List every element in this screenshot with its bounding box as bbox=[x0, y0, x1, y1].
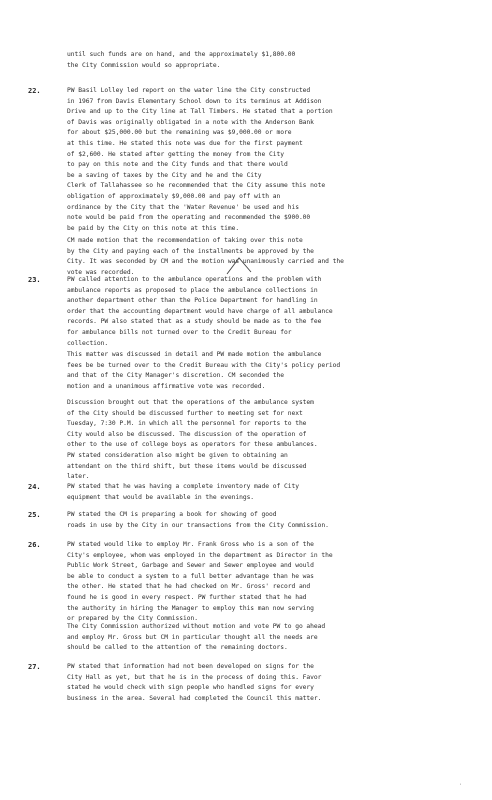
text-line: ambulance reports as proposed to place the ambulance collections in bbox=[67, 286, 318, 294]
text-line: PW Basil Lolley led report on the water line the City constructed bbox=[67, 87, 311, 94]
text-line: in 1967 from Davis Elementary School down to its terminus at Addison bbox=[67, 97, 322, 105]
text-line: Drive and up to the City line at Tall Timbers. He stated that a portion bbox=[67, 108, 333, 116]
text-line: PW stated that information had not been developed on signs for the bbox=[67, 663, 314, 670]
text-line: Public Work Street, Garbage and Sewer and Sewer employee and would bbox=[67, 562, 314, 570]
paragraph bbox=[67, 350, 449, 392]
item-number: 23. bbox=[28, 276, 41, 284]
item-number: 24. bbox=[28, 483, 41, 491]
item-number: 22. bbox=[28, 87, 41, 95]
text-line: business in the area. Several had completed the Council this matter. bbox=[67, 694, 322, 702]
text-line: This matter was discussed in detail and PW made motion the ambulance bbox=[67, 351, 322, 358]
text-line: PW called attention to the ambulance operations and the problem with bbox=[67, 276, 322, 283]
text-line: or prepared by the City Commission. bbox=[67, 615, 198, 623]
text-line: the City Commission would so appropriate. bbox=[67, 61, 221, 69]
text-line: City. It was seconded by CM and the motion was unanimously carried and the bbox=[67, 258, 344, 266]
text-line: later. bbox=[67, 473, 90, 481]
paragraph bbox=[67, 275, 449, 349]
text-line: to pay on this note and the City funds and that there would bbox=[67, 161, 288, 169]
text-line: of Davis was originally obligated in a note with the Anderson Bank bbox=[67, 118, 314, 126]
paragraph bbox=[67, 622, 449, 654]
text-line: PW stated that he was having a complete inventory made of City bbox=[67, 483, 299, 490]
page-marker: · bbox=[458, 782, 462, 788]
text-line: found he is good in every respect. PW further stated that he had bbox=[67, 593, 307, 601]
text-line: the authority in hiring the Manager to employ this man now serving bbox=[67, 604, 314, 612]
item-number: 27. bbox=[28, 663, 41, 671]
text-line: PW stated consideration also might be given to obtaining an bbox=[67, 451, 288, 459]
paragraph bbox=[67, 86, 449, 234]
handwritten-caret-mark bbox=[225, 254, 255, 276]
text-line: should be called to the attention of the remaining doctors. bbox=[67, 644, 288, 652]
text-line: be paid by the City on this note at this time. bbox=[67, 224, 240, 232]
text-line: PW stated the CM is preparing a book for showing of good bbox=[67, 511, 277, 518]
text-line: Tuesday, 7:30 P.M. in which all the personnel for reports to the bbox=[67, 420, 307, 428]
paragraph bbox=[67, 662, 449, 704]
paragraph bbox=[67, 236, 449, 278]
item-number: 26. bbox=[28, 541, 41, 549]
text-line: and employ Mr. Gross but CM in particular thought all the needs are bbox=[67, 633, 318, 641]
text-line: equipment that would be available in the evenings. bbox=[67, 493, 255, 501]
text-line: for ambulance bills not turned over to the Credit Bureau for bbox=[67, 328, 292, 336]
text-line: motion and a unanimous affirmative vote was recorded. bbox=[67, 382, 266, 390]
text-line: attendant on the third shift, but these items would be discussed bbox=[67, 462, 307, 470]
text-line: and that of the City Manager's discretion. CM seconded the bbox=[67, 372, 284, 380]
text-line: of $2,600. He stated after getting the money from the City bbox=[67, 150, 284, 158]
paragraph bbox=[67, 482, 449, 503]
text-line: other to the use of college boys as operators for these ambulances. bbox=[67, 441, 318, 449]
text-line: The City Commission authorized without motion and vote PW to go ahead bbox=[67, 623, 326, 630]
text-line: stated he would check with sign people who handled signs for every bbox=[67, 684, 314, 692]
text-line: collection. bbox=[67, 339, 109, 347]
text-line: order that the accounting department would have charge of all ambulance bbox=[67, 307, 333, 315]
text-line: City Hall as yet, but that he is in the process of doing this. Favor bbox=[67, 673, 322, 681]
text-line: by the City and paying each of the installments be approved by the bbox=[67, 247, 314, 255]
text-line: Clerk of Tallahassee so he recommended that the City assume this note bbox=[67, 182, 326, 190]
text-line: the other. He stated that he had checked on Mr. Gross' record and bbox=[67, 583, 311, 591]
text-line: City would also be discussed. The discussion of the operation of bbox=[67, 430, 307, 438]
text-line: be a saving of taxes by the City and he and the City bbox=[67, 171, 262, 179]
text-line: City's employee, whom was employed in the department as Director in the bbox=[67, 551, 333, 559]
paragraph bbox=[67, 510, 449, 531]
text-line: note would be paid from the operating and recommended the $900.00 bbox=[67, 214, 311, 222]
text-line: vote was recorded. bbox=[67, 268, 135, 276]
paragraph bbox=[67, 540, 449, 625]
text-line: Discussion brought out that the operations of the ambulance system bbox=[67, 399, 314, 406]
text-line: at this time. He stated this note was due for the first payment bbox=[67, 139, 303, 147]
text-line: fees be be turned over to the Credit Bureau with the City's policy period bbox=[67, 361, 341, 369]
text-line: obligation of approximately $9,000.00 and pay off with an bbox=[67, 192, 281, 200]
text-line: roads in use by the City in our transactions from the City Commission. bbox=[67, 521, 329, 529]
text-line: be able to conduct a system to a full better advantage than he was bbox=[67, 572, 314, 580]
text-line: for about $25,000.00 but the remaining was $9,000.00 or more bbox=[67, 129, 292, 137]
text-line: PW stated would like to employ Mr. Frank Gross who is a son of the bbox=[67, 541, 314, 548]
text-line: ordinance by the City that the 'Water Revenue' be used and his bbox=[67, 203, 299, 211]
text-line: until such funds are on hand, and the approximately $1,800.00 bbox=[67, 51, 296, 58]
text-line: CM made motion that the recommendation of taking over this note bbox=[67, 237, 303, 244]
paragraph bbox=[67, 398, 449, 483]
text-line: records. PW also stated that as a study should be made as to the fee bbox=[67, 318, 322, 326]
text-line: of the City should be discussed further to meeting set for next bbox=[67, 409, 303, 417]
paragraph bbox=[67, 50, 449, 71]
item-number: 25. bbox=[28, 511, 41, 519]
text-line: another department other than the Police Department for handling in bbox=[67, 297, 318, 305]
